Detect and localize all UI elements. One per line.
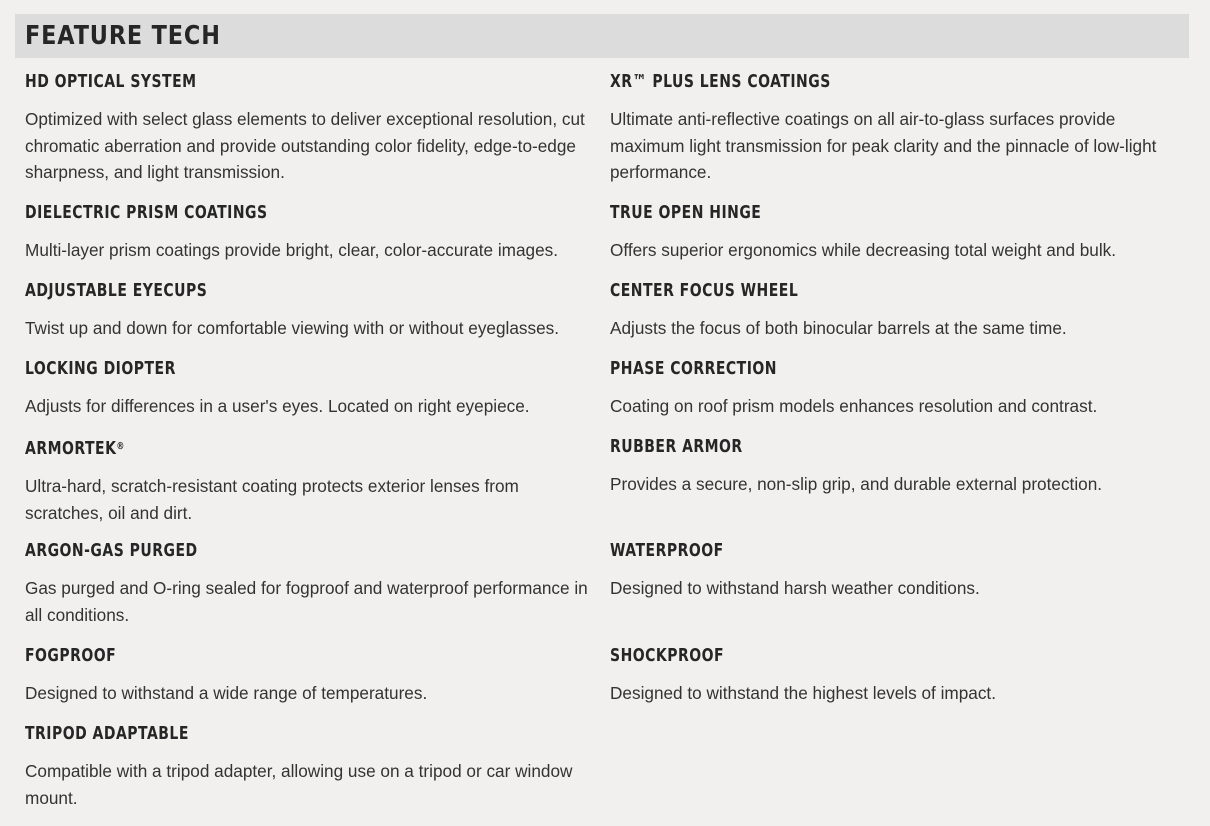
feature-argon-gas-purged	[25, 541, 600, 628]
feature-title: ARGON-GAS PURGED	[25, 541, 198, 561]
feature-waterproof	[610, 541, 1185, 602]
feature-title: LOCKING DIOPTER	[25, 359, 176, 379]
feature-description: Gas purged and O-ring sealed for fogproof and waterproof performance in all conditions.	[25, 578, 588, 625]
feature-description: Compatible with a tripod adapter, allowing use on a tripod or car window mount.	[25, 761, 573, 808]
feature-shockproof	[610, 646, 1185, 707]
feature-armortek	[25, 437, 600, 526]
feature-title: TRUE OPEN HINGE	[610, 203, 762, 223]
feature-title	[25, 437, 485, 459]
registered-mark: ®	[116, 441, 125, 452]
feature-description: Multi-layer prism coatings provide bright, clear, color-accurate images.	[25, 240, 559, 260]
feature-center-focus-wheel	[610, 281, 1185, 342]
feature-description: Provides a secure, non-slip grip, and durable external protection.	[610, 474, 1103, 494]
feature-description: Coating on roof prism models enhances resolution and contrast.	[610, 396, 1098, 416]
feature-tripod-adaptable	[25, 724, 600, 811]
feature-title: FOGPROOF	[25, 646, 117, 666]
feature-title: TRIPOD ADAPTABLE	[25, 724, 189, 744]
feature-description: Adjusts the focus of both binocular barrels at the same time.	[610, 318, 1067, 338]
feature-title: ADJUSTABLE EYECUPS	[25, 281, 208, 301]
feature-title: PHASE CORRECTION	[610, 359, 777, 379]
feature-description: Offers superior ergonomics while decreasing total weight and bulk.	[610, 240, 1117, 260]
feature-description: Designed to withstand the highest levels of impact.	[610, 683, 996, 703]
feature-phase-correction	[610, 359, 1185, 420]
feature-title: SHOCKPROOF	[610, 646, 725, 666]
feature-title: HD OPTICAL SYSTEM	[25, 72, 197, 92]
feature-true-open-hinge	[610, 203, 1185, 264]
feature-adjustable-eyecups	[25, 281, 600, 342]
feature-xr-plus-lens-coatings	[610, 72, 1185, 186]
feature-locking-diopter	[25, 359, 600, 420]
feature-description: Ultimate anti-reflective coatings on all air-to-glass surfaces provide maximum light transmission for peak clarity and the pinnacle of low-light performance.	[610, 109, 1157, 182]
feature-title: RUBBER ARMOR	[610, 437, 743, 457]
feature-title: XR™ PLUS LENS COATINGS	[610, 72, 831, 92]
feature-title: CENTER FOCUS WHEEL	[610, 281, 799, 301]
feature-fogproof	[25, 646, 600, 707]
feature-description: Designed to withstand harsh weather conditions.	[610, 578, 980, 598]
feature-description: Designed to withstand a wide range of temperatures.	[25, 683, 428, 703]
feature-rubber-armor	[610, 437, 1185, 498]
feature-description: Optimized with select glass elements to deliver exceptional resolution, cut chromatic aberration and provide outstanding color fidelity, edge-to-edge sharpness, and light transmission.	[25, 109, 585, 182]
feature-dielectric-prism-coatings	[25, 203, 600, 264]
feature-description: Twist up and down for comfortable viewing with or without eyeglasses.	[25, 318, 560, 338]
feature-description: Adjusts for differences in a user's eyes. Located on right eyepiece.	[25, 396, 530, 416]
feature-title: DIELECTRIC PRISM COATINGS	[25, 203, 268, 223]
section-title: FEATURE TECH	[25, 21, 221, 51]
feature-title-text: ARMORTEK	[25, 439, 117, 459]
feature-description: Ultra-hard, scratch-resistant coating protects exterior lenses from scratches, oil and dirt.	[25, 476, 519, 523]
feature-hd-optical-system	[25, 72, 600, 186]
feature-tech-header	[15, 14, 1189, 58]
feature-title: WATERPROOF	[610, 541, 724, 561]
